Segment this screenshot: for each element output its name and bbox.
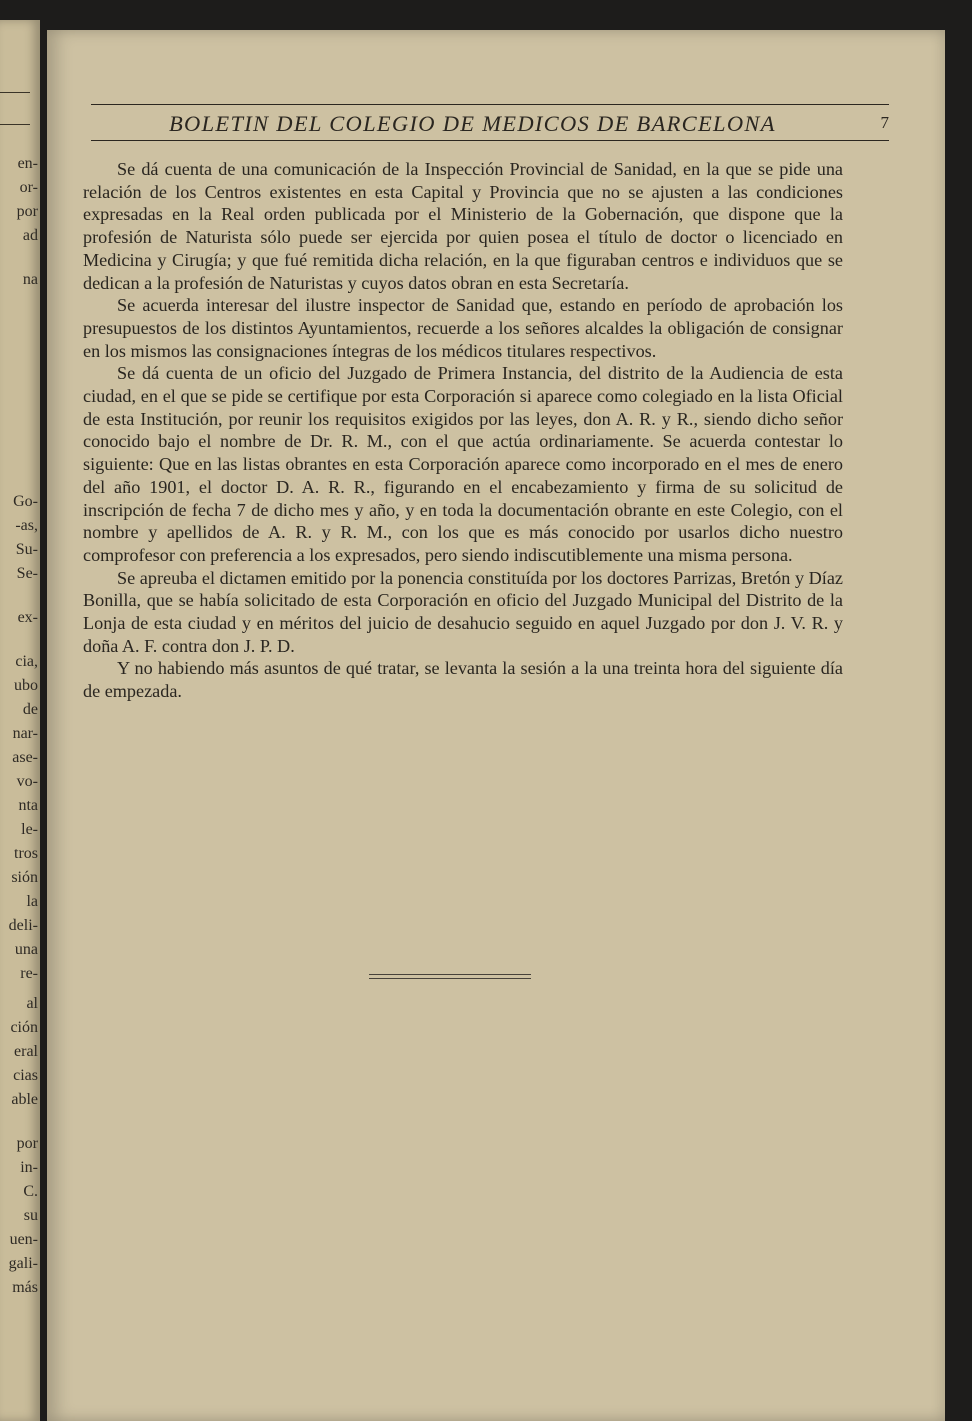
adjacent-page xyxy=(0,20,40,1421)
document-page xyxy=(47,30,945,1421)
header-rule-top xyxy=(91,104,889,105)
adjacent-page-fragment: C. xyxy=(23,1183,38,1200)
adjacent-page-fragment: Go- xyxy=(13,493,38,510)
adjacent-page-fragment: al xyxy=(26,995,38,1012)
adjacent-page-fragment: re- xyxy=(20,965,38,982)
adjacent-page-fragment: Su- xyxy=(15,541,38,558)
adjacent-page-fragment: -as, xyxy=(15,517,38,534)
adjacent-page-fragment: na xyxy=(22,271,38,288)
paragraph: Se acuerda interesar del ilustre inspector de Sanidad que, estando en período de aprobación los presupuestos de los distintos Ayuntamientos, recuerde a los señores alcaldes la obligación de consignar en los mismos las consignaciones íntegras de los médicos titulares respectivos. xyxy=(83,295,843,361)
running-header xyxy=(91,104,889,144)
adjacent-page-fragment: su xyxy=(23,1207,38,1224)
journal-title: BOLETIN DEL COLEGIO DE MEDICOS DE BARCELONA xyxy=(169,111,776,136)
adjacent-page-fragment: por xyxy=(16,203,38,220)
adjacent-page-fragment: ubo xyxy=(14,677,38,694)
left-page-rule xyxy=(0,92,30,93)
adjacent-page-fragment: cia, xyxy=(15,653,38,670)
adjacent-page-fragment: cias xyxy=(13,1067,38,1084)
section-divider xyxy=(369,974,531,982)
header-rule-bottom xyxy=(91,140,889,141)
adjacent-page-fragment: Se- xyxy=(16,565,38,582)
article-body xyxy=(83,158,843,703)
adjacent-page-fragment: nta xyxy=(18,797,38,814)
adjacent-page-fragment: able xyxy=(11,1091,38,1108)
adjacent-page-fragment: de xyxy=(22,701,38,718)
adjacent-page-fragment: ad xyxy=(22,227,38,244)
page-number: 7 xyxy=(880,113,889,132)
adjacent-page-fragment: eral xyxy=(14,1043,38,1060)
adjacent-page-fragment: más xyxy=(12,1279,38,1296)
adjacent-page-fragment: tros xyxy=(14,845,38,862)
paragraph: Se apreuba el dictamen emitido por la ponencia constituída por los doctores Parrizas, Bretón y Díaz Bonilla, que se había solicitado de esta Corporación en oficio del Juzgado Municipal del Distrito de la Lonja de esta ciudad y en méritos del juicio de desahucio seguido en aquel Juzgado por don J. V. R. y doña A. F. contra don J. P. D. xyxy=(83,567,843,656)
adjacent-page-fragment: por xyxy=(16,1135,38,1152)
adjacent-page-fragment: gali- xyxy=(8,1255,38,1272)
paragraph: Y no habiendo más asuntos de qué tratar, se levanta la sesión a la una treinta hora del siguiente día de empezada. xyxy=(83,658,843,702)
paragraph: Se dá cuenta de un oficio del Juzgado de Primera Instancia, del distrito de la Audiencia de esta ciudad, en el que se pide se certifique por esta Corporación si aparece como colegiado en la lista Oficial de esta Institución, por reunir los requisitos exigidos por las leyes, don A. R. y R., siendo dicho señor conocido bajo el nombre de Dr. R. M., con el que actúa ordinariamente. Se acuerda contestar lo siguiente: Que en las listas obrantes en esta Corporación aparece como incorporado en el mes de enero del año 1901, el doctor D. A. R. R., figurando en el encabezamiento y firma de su solicitud de inscripción de fecha 7 de dicho mes y año, y en toda la documentación obrante en este Colegio, con el nombre y apellidos de A. R. y R. M., con los que es más conocido por usarlos dicho nuestro comprofesor con preferencia a los expresados, pero siendo indiscutiblemente una misma persona. xyxy=(83,363,843,565)
adjacent-page-fragment: la xyxy=(26,893,38,910)
adjacent-page-fragment: ción xyxy=(10,1019,38,1036)
adjacent-page-fragment: en- xyxy=(17,155,38,172)
adjacent-page-fragment: deli- xyxy=(8,917,38,934)
adjacent-page-fragment: le- xyxy=(21,821,38,838)
paragraph: Se dá cuenta de una comunicación de la Inspección Provincial de Sanidad, en la que se pide una relación de los Centros existentes en esta Capital y Provincia que no se ajusten a las condiciones expresadas en la Real orden publicada por el Ministerio de la Gobernación, que dispone que la profesión de Naturista sólo puede ser ejercida por quien posea el título de doctor o licenciado en Medicina y Cirugía; y que fué remitida dicha relación, en la que figuraban centros e individuos que se dedican a la profesión de Naturistas y cuyos datos obran en esta Secretaría. xyxy=(83,159,843,293)
adjacent-page-fragment: or- xyxy=(19,179,38,196)
adjacent-page-fragment: nar- xyxy=(12,725,38,742)
left-page-rule xyxy=(0,124,30,125)
adjacent-page-fragment: sión xyxy=(11,869,38,886)
adjacent-page-fragment: una xyxy=(14,941,38,958)
adjacent-page-fragment: uen- xyxy=(9,1231,38,1248)
adjacent-page-fragment: in- xyxy=(20,1159,38,1176)
adjacent-page-fragment: ase- xyxy=(12,749,38,766)
adjacent-page-fragment: vo- xyxy=(16,773,38,790)
adjacent-page-fragment: ex- xyxy=(17,609,38,626)
